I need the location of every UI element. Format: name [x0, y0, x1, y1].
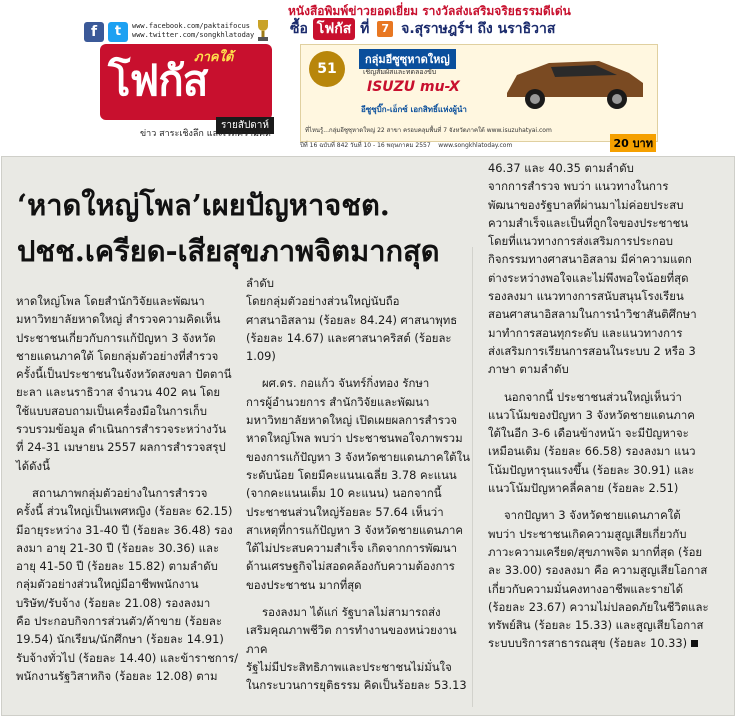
article-line: มาทำการสอนทุกระดับ และแนวทางการ: [488, 325, 683, 340]
article-line: พนักงานรัฐวิสาหกิจ (ร้อยละ 12.08) ตาม: [16, 668, 218, 683]
article-line: ใต้ในอีก 3-6 เดือนข้างหน้า จะมีปัญหาจะ: [488, 426, 689, 441]
article-line: ครั้งนี้ ส่วนใหญ่เป็นเพศหญิง (ร้อยละ 62.15): [16, 504, 233, 519]
issue-info-bar: [300, 140, 662, 150]
article-line: รองลงมา ได้แก่ รัฐบาลไม่สามารถส่ง: [262, 605, 441, 620]
masthead-slogan: หนังสือพิมพ์ข่าวยอดเยี่ยม รางวัลส่งเสริมจริยธรรมดีเด่น: [288, 4, 571, 18]
article-line: มหาวิทยาลัยหาดใหญ่ เปิดเผยผลการสำรวจ: [246, 413, 458, 428]
article-line: กิจกรรมทางศาสนาอิสลาม มีค่าความแตก: [488, 252, 692, 267]
ad-subtitle: เชิญสัมผัสและทดลองขับ: [363, 68, 437, 76]
buy-suffix: จ.สุราษฎร์ฯ ถึง นราธิวาส: [401, 21, 556, 37]
newspaper-masthead: [80, 0, 662, 148]
logo-name: โฟกัส: [108, 56, 208, 105]
article-line: อายุ 41-50 ปี (ร้อยละ 15.82) ตามลำดับ: [16, 559, 218, 574]
article-line: หาดใหญ่โพล โดยสำนักวิจัยและพัฒนา: [16, 294, 205, 308]
article-line: มหาวิทยาลัยหาดใหญ่ สำรวจความคิดเห็น: [16, 312, 221, 327]
article-line: (ร้อยละ 14.67) และศาสนาคริสต์ (ร้อยละ: [246, 330, 452, 345]
article-line: ลำดับ: [246, 276, 275, 290]
article-line: ความสำเร็จและเป็นที่ถูกใจของประชาชน: [488, 215, 689, 230]
article-line: นอกจากนี้ ประชาชนส่วนใหญ่เห็นว่า: [504, 389, 682, 404]
headline-line-2: ปชช.เครียด-เสียสุขภาพจิตมากสุด: [17, 234, 440, 268]
article-line: ทรัพย์สิน (ร้อยละ 15.33) และสูญเสียโอกาส: [488, 618, 704, 633]
article-headline: [17, 188, 463, 282]
anniversary-badge: 51: [309, 51, 345, 87]
article-line: 19.54) นักเรียน/นักศึกษา (ร้อยละ 14.91): [16, 632, 224, 647]
twitter-url[interactable]: www.twitter.com/songkhlatoday: [132, 31, 255, 39]
article-line: รัฐไม่มีประสิทธิภาพและประชาชนไม่มั่นใจ: [246, 659, 452, 674]
masthead-tagline: ข่าว สาระเชิงลึก และเวทีความคิด: [140, 129, 271, 139]
article-line: ในกระบวนการยุติธรรม คิดเป็นร้อยละ 53.13: [246, 678, 467, 693]
article-line: พัฒนาของรัฐบาลที่ผ่านมาไม่ค่อยประสบ: [488, 197, 684, 212]
article-line: จากการสำรวจ พบว่า แนวทางในการ: [488, 179, 669, 194]
article-line: ครั้งนี้เป็นประชาชนในจังหวัดสงขลา ปัตตานี: [16, 367, 232, 382]
article-column-2: [246, 274, 470, 695]
article-line: เกี่ยวกับความมั่นคงทางอาชีพและรายได้: [488, 581, 684, 596]
article-line: ระดับน้อย โดยมีคะแนนเฉลี่ย 3.78 คะแนน: [246, 467, 457, 482]
article-column-1: [16, 292, 244, 685]
article-line: ชายแดนภาคใต้ โดยกลุ่มตัวอย่างที่สำรวจ: [16, 348, 219, 363]
page-fold-line: [472, 247, 473, 707]
article-line: ศาสนาอิสลาม (ร้อยละ 84.24) ศาสนาพุทธ: [246, 312, 458, 327]
newspaper-clipping: [1, 156, 735, 716]
headline-line-1: ‘หาดใหญ่โพล’เผยปัญหาจชต.: [17, 188, 390, 222]
article-line: บริษัท/รับจ้าง (ร้อยละ 21.08) รองลงมา: [16, 595, 211, 610]
ad-model: ISUZU mu-X: [367, 79, 460, 95]
article-line: ละ 33.00) รองลงมา คือ ความสูญเสียโอกาส: [488, 563, 708, 578]
suv-car-icon: [499, 53, 649, 111]
article-line: แนวโน้มของปัญหา 3 จังหวัดชายแดนภาค: [488, 407, 695, 422]
article-line: โดยกลุ่มตัวอย่างส่วนใหญ่นับถือ: [246, 294, 400, 309]
article-line: มีอายุระหว่าง 31-40 ปี (ร้อยละ 36.48) รอง: [16, 522, 233, 537]
seven-eleven-icon: 7: [377, 21, 393, 37]
article-line: ภาษา ตามลำดับ: [488, 362, 569, 377]
article-line: คือ ประกอบกิจการส่วนตัว/ค้าขาย (ร้อยละ: [16, 614, 222, 629]
twitter-icon[interactable]: t: [108, 22, 128, 42]
paragraph-gap: [16, 475, 244, 484]
article-line: ประชาชนเกี่ยวกับการแก้ปัญหา 3 จังหวัด: [16, 330, 216, 345]
issue-info: ปีที่ 16 ฉบับที่ 842 วันที่ 10 - 16 พฤษภาคม 2557: [300, 142, 431, 149]
article-line: รวบรวมข้อมูล ดำเนินการสำรวจระหว่างวัน: [16, 422, 226, 437]
end-of-article-mark: [691, 640, 698, 647]
buy-prefix: ซื้อ: [290, 21, 308, 37]
article-line: ใต้ไม่ประสบความสำเร็จ เกิดจากการพัฒนา: [246, 541, 457, 556]
article-line: ได้ดังนี้: [16, 458, 50, 473]
article-line: รองลงมา แนวทางการสนับสนุนโรงเรียน: [488, 289, 684, 304]
article-line: โดยที่แนวทางการส่งเสริมการประกอบ: [488, 234, 673, 249]
article-line: ที่ 24-31 เมษายน 2557 ผลการสำรวจสรุป: [16, 440, 226, 455]
article-line: ด้านเศรษฐกิจไม่สอดคล้องกับความต้องการ: [246, 559, 455, 574]
article-line: สอนศาสนาอิสลามในการนำวิชาสันติศึกษา: [488, 307, 697, 322]
article-line: ส่งเสริมการเรียนการสอนในระบบ 2 หรือ 3: [488, 343, 696, 358]
article-line: 46.37 และ 40.35 ตามลำดับ: [488, 161, 634, 175]
article-line: การผู้อำนวยการ สำนักวิจัยและพัฒนา: [246, 394, 430, 409]
ad-title: กลุ่มอีซูซุหาดใหญ่: [359, 49, 456, 69]
article-line: โน้มปัญหารุนแรงขึ้น (ร้อยละ 30.91) และ: [488, 462, 695, 477]
article-line: ลงมา อายุ 21-30 ปี (ร้อยละ 30.36) และ: [16, 540, 220, 555]
article-line: ใช้แบบสอบถามเป็นเครื่องมือในการเก็บ: [16, 403, 207, 418]
article-line: กลุ่มตัวอย่างส่วนใหญ่มีอาชีพพนักงาน: [16, 577, 199, 592]
article-line: แนวโน้มปัญหาคลี่คลาย (ร้อยละ 2.51): [488, 481, 679, 496]
article-line: พบว่า ประชาชนเกิดความสูญเสียเกี่ยวกับ: [488, 526, 687, 541]
article-line: (ร้อยละ 23.67) ความไม่ปลอดภัยในชีวิตและ: [488, 599, 709, 614]
buy-at-line: [290, 18, 555, 40]
paragraph-gap: [246, 365, 470, 374]
ad-dealer: อีซูซุบิ๊ก-เอ็กซ์ เอกสิทธิ์แห่งผู้นำ: [361, 105, 467, 114]
article-line: เสริมคุณภาพชีวิต การทำงานของหน่วยงานภาค: [246, 623, 457, 656]
buy-at-label: ที่: [360, 21, 370, 37]
facebook-icon[interactable]: f: [84, 22, 104, 42]
article-line: ระบบบริการสาธารณสุข (ร้อยละ 10.33): [488, 634, 723, 652]
article-line: ยะลา และนราธิวาส จำนวน 402 คน โดย: [16, 385, 221, 400]
article-line: ของประชาชน มากที่สุด: [246, 577, 362, 592]
logo-region: ภาคใต้: [194, 50, 234, 65]
article-line: (จากคะแนนเต็ม 10 คะแนน) นอกจากนี้: [246, 486, 442, 501]
ad-footer: ที่ไหนรู้...กลุ่มอีซูซุหาดใหญ่ 22 สาขา ครอบคลุมพื้นที่ 7 จังหวัดภาคใต้ www.isuzuhatyai.com: [305, 127, 552, 134]
article-line: ของการแก้ปัญหา 3 จังหวัดชายแดนภาคใต้ใน: [246, 449, 470, 464]
article-line: 1.09): [246, 349, 276, 364]
article-line: ภาวะความเครียด/สุขภาพจิต มากที่สุด (ร้อย: [488, 544, 703, 559]
article-line: หาดใหญ่โพล พบว่า ประชาชนพอใจภาพรวม: [246, 431, 463, 446]
paragraph-gap: [488, 497, 723, 506]
social-urls: [132, 22, 254, 40]
article-line: สถานภาพกลุ่มตัวอย่างในการสำรวจ: [32, 485, 208, 500]
price-tag: 20 บาท: [610, 134, 656, 152]
article-line: สาเหตุที่การแก้ปัญหา 3 จังหวัดชายแดนภาค: [246, 522, 464, 537]
paragraph-gap: [246, 594, 470, 603]
article-column-3: [488, 159, 723, 653]
facebook-url[interactable]: www.facebook.com/paktaifocus: [132, 22, 251, 30]
isuzu-advertisement[interactable]: [300, 44, 658, 142]
website-url[interactable]: www.songkhlatoday.com: [438, 142, 513, 149]
article-line: รับจ้างทั่วไป (ร้อยละ 14.40) และข้าราชการ/: [16, 650, 239, 665]
paragraph-gap: [488, 379, 723, 388]
logo-weekly-badge: รายสัปดาห์: [216, 117, 274, 134]
article-line: เหมือนเดิม (ร้อยละ 66.58) รองลงมา แนว: [488, 444, 696, 459]
article-line: จากปัญหา 3 จังหวัดชายแดนภาคใต้: [504, 508, 681, 523]
newspaper-logo: [100, 44, 272, 131]
trophy-icon: [254, 18, 272, 44]
article-line: ประชาชนส่วนใหญ่ร้อยละ 57.64 เห็นว่า: [246, 504, 444, 519]
article-line: ผศ.ดร. กอแก้ว จันทร์กิ่งทอง รักษา: [262, 376, 430, 391]
article-line: ต่างระหว่างพอใจและไม่พึงพอใจน้อยที่สุด: [488, 270, 689, 285]
buy-brand-chip: โฟกัส: [313, 18, 355, 40]
